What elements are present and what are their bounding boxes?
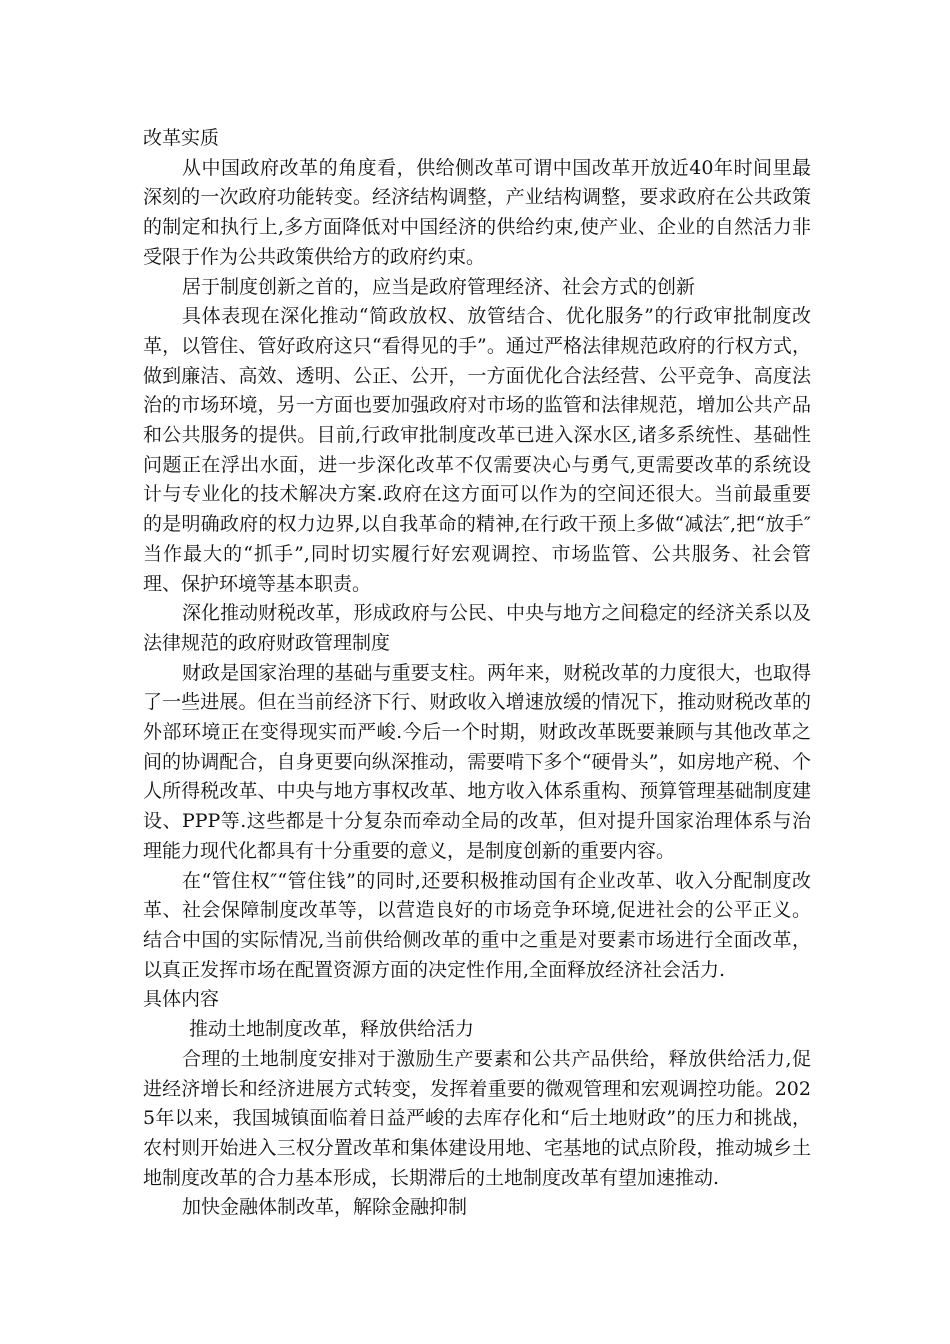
section-heading-content: 具体内容 <box>143 988 220 1011</box>
section-heading-essence: 改革实质 <box>143 127 220 149</box>
paragraph-financial-reform: 加快金融体制改革，解除金融抑制 <box>182 1196 468 1219</box>
document-body <box>143 124 811 1223</box>
paragraph-institutional-innovation: 居于制度创新之首的，应当是政府管理经济、社会方式的创新 <box>182 275 696 298</box>
paragraph-administrative-approval: 具体表现在深化推动“简政放权、放管结合、优化服务”的行政审批制度改革，以管住、管好政府这只“看得见的手”。通过严格法律规范政府的行权方式，做到廉洁、高效、透明、公正、公开，一方面优化合法经营、公平竞争、高度法治的市场环境，另一方面也要加强政府对市场的监管和法律规范，增加公共产品和公共服务的提供。目前,行政审批制度改革已进入深水区,诸多系统性、基础性问题正在浮出水面，进一步深化改革不仅需要决心与勇气,更需要改革的系统设计与专业化的技术解决方案.政府在这方面可以作为的空间还很大。当前最重要的是明确政府的权力边界,以自我革命的精神,在行政干预上多做“减法″,把“放手″当作最大的“抓手”,同时切实履行好宏观调控、市场监管、公共服务、社会管理、保护环境等基本职责。 <box>143 305 811 595</box>
subheading-land-reform: 推动土地制度改革，释放供给活力 <box>189 1018 475 1041</box>
paragraph-land-reform: 合理的土地制度安排对于激励生产要素和公共产品供给，释放供给活力,促进经济增长和经济进展方式转变，发挥着重要的微观管理和宏观调控功能。2025年以来，我国城镇面临着日益严峻的去库存化和“后土地财政”的压力和挑战，农村则开始进入三权分置改革和集体建设用地、宅基地的试点阶段，推动城乡土地制度改革的合力基本形成，长期滞后的土地制度改革有望加速推动. <box>143 1047 811 1189</box>
paragraph-fiscal-reform: 财政是国家治理的基础与重要支柱。两年来，财税改革的力度很大，也取得了一些进展。但在当前经济下行、财政收入增速放缓的情况下，推动财税改革的外部环境正在变得现实而严峻.今后一个时期，财政改革既要兼顾与其他改革之间的协调配合，自身更要向纵深推动，需要啃下多个“硬骨头”，如房地产税、个人所得税改革、中央与地方事权改革、地方收入体系重构、预算管理基础制度建设、PPP等.这些都是十分复杂而牵动全局的改革，但对提升国家治理体系与治理能力现代化都具有十分重要的意义，是制度创新的重要内容。 <box>143 661 811 862</box>
paragraph-fiscal-reform-heading: 深化推动财税改革，形成政府与公民、中央与地方之间稳定的经济关系以及法律规范的政府财政管理制度 <box>143 602 811 654</box>
paragraph-factor-market-reform: 在“管住权″“管住钱”的同时,还要积极推动国有企业改革、收入分配制度改革、社会保障制度改革等，以营造良好的市场竞争环境,促进社会的公平正义。结合中国的实际情况,当前供给侧改革的重中之重是对要素市场进行全面改革，以真正发挥市场在配置资源方面的决定性作用,全面释放经济社会活力. <box>143 869 811 981</box>
paragraph-supply-side-reform: 从中国政府改革的角度看，供给侧改革可谓中国改革开放近40年时间里最深刻的一次政府功能转变。经济结构调整，产业结构调整，要求政府在公共政策的制定和执行上,多方面降低对中国经济的供给约束,使产业、企业的自然活力非受限于作为公共政策供给方的政府约束。 <box>143 156 811 268</box>
